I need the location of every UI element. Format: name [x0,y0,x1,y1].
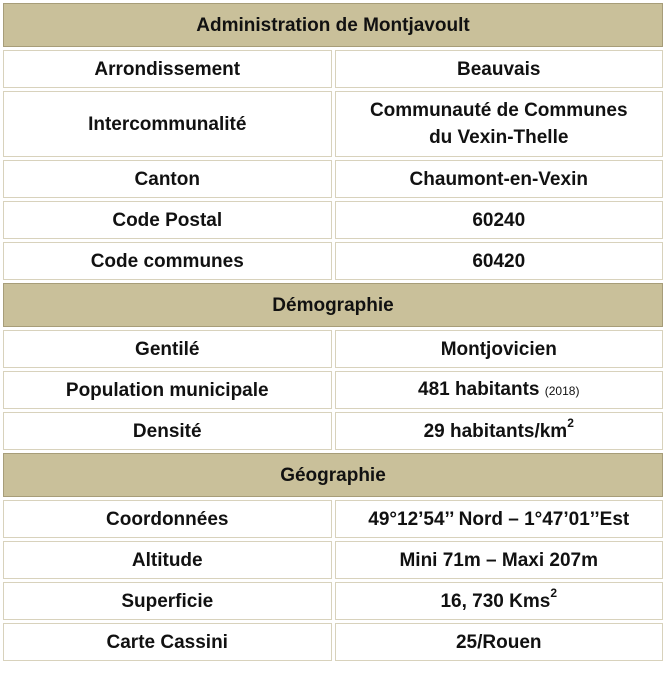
value-superficie-text: 16, 730 Kms [440,590,551,612]
value-coordonnees: 49°12’54’’ Nord – 1°47’01’’Est [335,500,664,538]
value-superficie [335,582,664,620]
value-altitude: Mini 71m – Maxi 207m [335,541,664,579]
label-altitude: Altitude [3,541,332,579]
label-coordonnees: Coordonnées [3,500,332,538]
row-arrondissement [3,50,663,88]
value-population [335,371,664,409]
section-title-geographie: Géographie [3,453,663,497]
section-title-administration: Administration de Montjavoult [3,3,663,47]
row-gentile [3,330,663,368]
value-intercommunalite-line1: Communauté de Communes [369,100,628,121]
section-geographie [3,453,663,497]
value-canton: Chaumont-en-Vexin [335,160,664,198]
label-gentile: Gentilé [3,330,332,368]
value-population-number: 481 habitants [418,378,540,400]
row-superficie [3,582,663,620]
row-code-communes [3,242,663,280]
value-superficie-sup: 2 [550,586,558,601]
label-carte-cassini: Carte Cassini [3,623,332,661]
value-intercommunalite [335,91,664,157]
row-coordonnees [3,500,663,538]
label-code-communes: Code communes [3,242,332,280]
value-arrondissement: Beauvais [335,50,664,88]
row-canton [3,160,663,198]
label-population: Population municipale [3,371,332,409]
row-altitude [3,541,663,579]
value-carte-cassini: 25/Rouen [335,623,664,661]
label-superficie: Superficie [3,582,332,620]
label-intercommunalite: Intercommunalité [3,91,332,157]
section-title-demographie: Démographie [3,283,663,327]
value-densite [335,412,664,450]
label-densite: Densité [3,412,332,450]
row-intercommunalite [3,91,663,157]
value-densite-text: 29 habitants/km [423,420,568,442]
value-gentile: Montjovicien [335,330,664,368]
label-code-postal: Code Postal [3,201,332,239]
row-densite [3,412,663,450]
value-code-communes: 60420 [335,242,664,280]
value-population-year: (2018) [544,383,580,398]
value-intercommunalite-line2: du Vexin-Thelle [429,127,569,148]
value-code-postal: 60240 [335,201,664,239]
row-carte-cassini [3,623,663,661]
section-administration [3,3,663,47]
label-arrondissement: Arrondissement [3,50,332,88]
label-canton: Canton [3,160,332,198]
row-population [3,371,663,409]
section-demographie [3,283,663,327]
value-densite-sup: 2 [567,416,574,431]
row-code-postal [3,201,663,239]
